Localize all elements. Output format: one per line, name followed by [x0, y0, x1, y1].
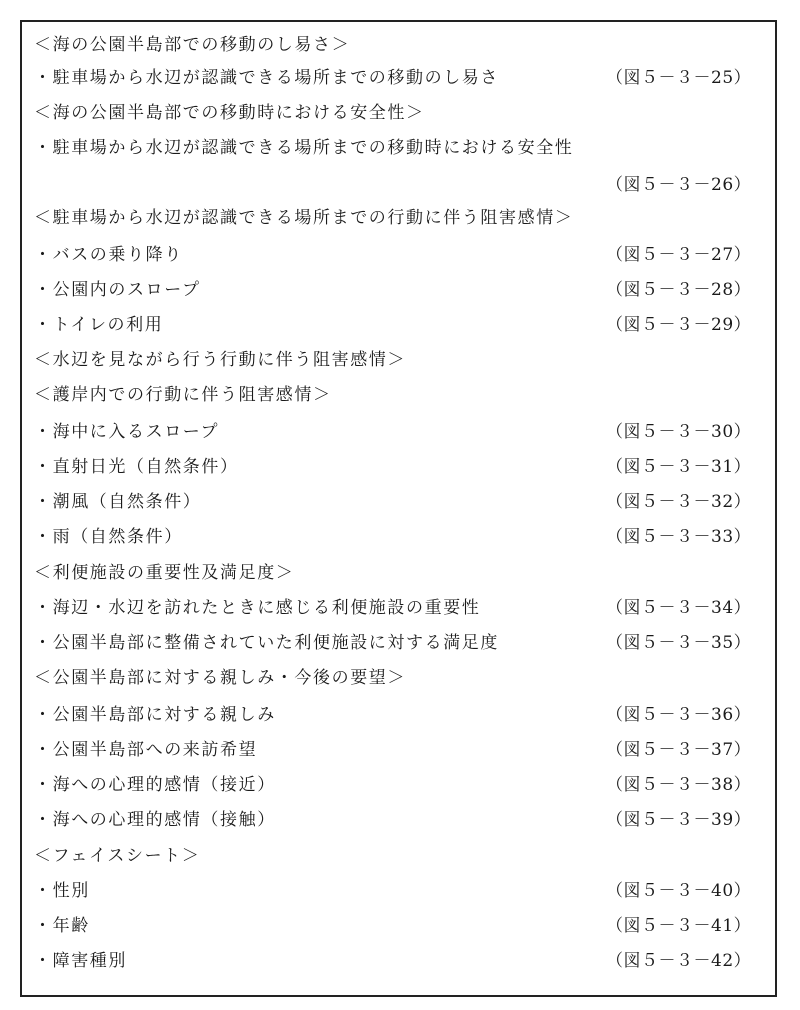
figure-reference: （図５－３－32）: [606, 492, 752, 512]
figure-reference: （図５－３－37）: [606, 740, 752, 760]
section-heading: ＜海の公園半島部での移動時における安全性＞: [34, 103, 425, 123]
list-item: ・海への心理的感情（接触）: [34, 810, 276, 830]
figure-reference: （図５－３－30）: [606, 422, 752, 442]
list-item: ・公園半島部への来訪希望: [34, 740, 258, 760]
figure-reference: （図５－３－31）: [606, 457, 752, 477]
list-item: ・性別: [34, 881, 90, 901]
figure-reference: （図５－３－27）: [606, 245, 752, 265]
section-heading: ＜公園半島部に対する親しみ・今後の要望＞: [34, 668, 406, 688]
list-item: ・公園半島部に整備されていた利便施設に対する満足度: [34, 633, 499, 653]
figure-reference: （図５－３－40）: [606, 881, 752, 901]
list-item: ・障害種別: [34, 951, 127, 971]
list-item: ・公園半島部に対する親しみ: [34, 705, 276, 725]
list-item: ・直射日光（自然条件）: [34, 457, 239, 477]
list-item: ・バスの乗り降り: [34, 245, 183, 265]
figure-reference: （図５－３－39）: [606, 810, 752, 830]
section-heading: ＜海の公園半島部での移動のし易さ＞: [34, 35, 351, 55]
section-heading: ＜護岸内での行動に伴う阻害感情＞: [34, 385, 332, 405]
list-item: ・年齢: [34, 916, 90, 936]
list-item: ・海への心理的感情（接近）: [34, 775, 276, 795]
section-heading: ＜駐車場から水辺が認識できる場所までの行動に伴う阻害感情＞: [34, 208, 574, 228]
figure-reference: （図５－３－35）: [606, 633, 752, 653]
list-item: ・公園内のスロープ: [34, 280, 201, 300]
figure-reference: （図５－３－34）: [606, 598, 752, 618]
figure-reference: （図５－３－42）: [606, 951, 752, 971]
figure-reference: （図５－３－29）: [606, 315, 752, 335]
list-item: ・雨（自然条件）: [34, 527, 183, 547]
figure-reference: （図５－３－41）: [606, 916, 752, 936]
section-heading: ＜フェイスシート＞: [34, 846, 201, 866]
list-item: ・トイレの利用: [34, 315, 164, 335]
list-item: ・海中に入るスロープ: [34, 422, 220, 442]
figure-reference: （図５－３－25）: [606, 68, 752, 88]
list-item: ・海辺・水辺を訪れたときに感じる利便施設の重要性: [34, 598, 481, 618]
figure-reference: （図５－３－38）: [606, 775, 752, 795]
list-item: ・駐車場から水辺が認識できる場所までの移動のし易さ: [34, 68, 499, 88]
figure-reference: （図５－３－28）: [606, 280, 752, 300]
list-item: ・駐車場から水辺が認識できる場所までの移動時における安全性: [34, 138, 574, 158]
list-item: ・潮風（自然条件）: [34, 492, 202, 512]
section-heading: ＜水辺を見ながら行う行動に伴う阻害感情＞: [34, 350, 406, 370]
figure-reference: （図５－３－33）: [606, 527, 752, 547]
figure-reference: （図５－３－36）: [606, 705, 752, 725]
section-heading: ＜利便施設の重要性及満足度＞: [34, 563, 295, 583]
figure-reference: （図５－３－26）: [606, 175, 752, 195]
